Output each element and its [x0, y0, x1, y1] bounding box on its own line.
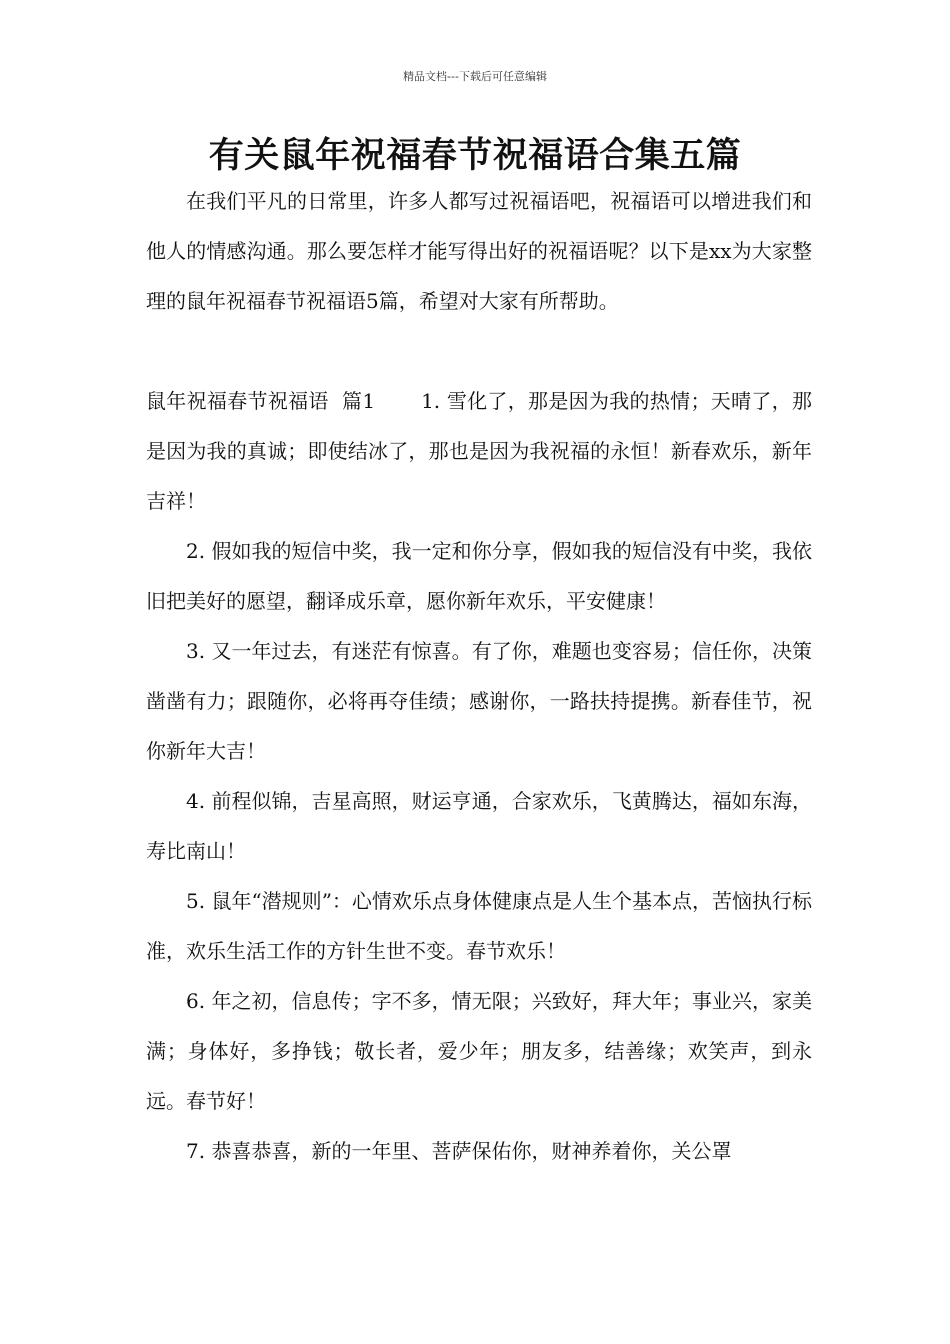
- list-item: 4. 前程似锦，吉星高照，财运亨通，合家欢乐，飞黄腾达，福如东海，寿比南山！: [146, 789, 812, 863]
- list-item: 6. 年之初，信息传；字不多，情无限；兴致好，拜大年；事业兴，家美满；身体好，多挣钱；敬长者，爱少年；朋友多，结善缘；欢笑声，到永远。春节好！: [146, 989, 812, 1113]
- header-note: 精品文档---下载后可任意编辑: [403, 70, 547, 83]
- list-item: 3. 又一年过去，有迷茫有惊喜。有了你，难题也变容易；信任你，决策凿凿有力；跟随你，必将再夺佳绩；感谢你，一路扶持提携。新春佳节，祝你新年大吉！: [146, 639, 812, 763]
- list-item: 7. 恭喜恭喜，新的一年里、菩萨保佑你，财神养着你，关公罩: [186, 1139, 732, 1163]
- list-item: 2. 假如我的短信中奖，我一定和你分享，假如我的短信没有中奖，我依旧把美好的愿望，翻译成乐章，愿你新年欢乐，平安健康！: [146, 539, 812, 613]
- document-title: 有关鼠年祝福春节祝福语合集五篇: [208, 136, 742, 176]
- document-body: [146, 176, 812, 1176]
- section-1-paragraph: [146, 376, 812, 526]
- intro-paragraph: 在我们平凡的日常里，许多人都写过祝福语吧，祝福语可以增进我们和他人的情感沟通。那么要怎样才能写得出好的祝福语呢？以下是xx为大家整理的鼠年祝福春节祝福语5篇，希望对大家有所帮助。: [146, 189, 812, 313]
- list-item: 1. 雪化了，那是因为我的热情；天晴了，那是因为我的真诚；即使结冰了，那也是因为我祝福的永恒！新春欢乐，新年吉祥！: [146, 389, 812, 513]
- section-heading: 鼠年祝福春节祝福语 篇1: [146, 389, 376, 413]
- paragraph-gap: [146, 326, 812, 376]
- list-item: 5. 鼠年“潜规则”：心情欢乐点身体健康点是人生个基本点，苦恼执行标准，欢乐生活工作的方针生世不变。春节欢乐！: [146, 889, 812, 963]
